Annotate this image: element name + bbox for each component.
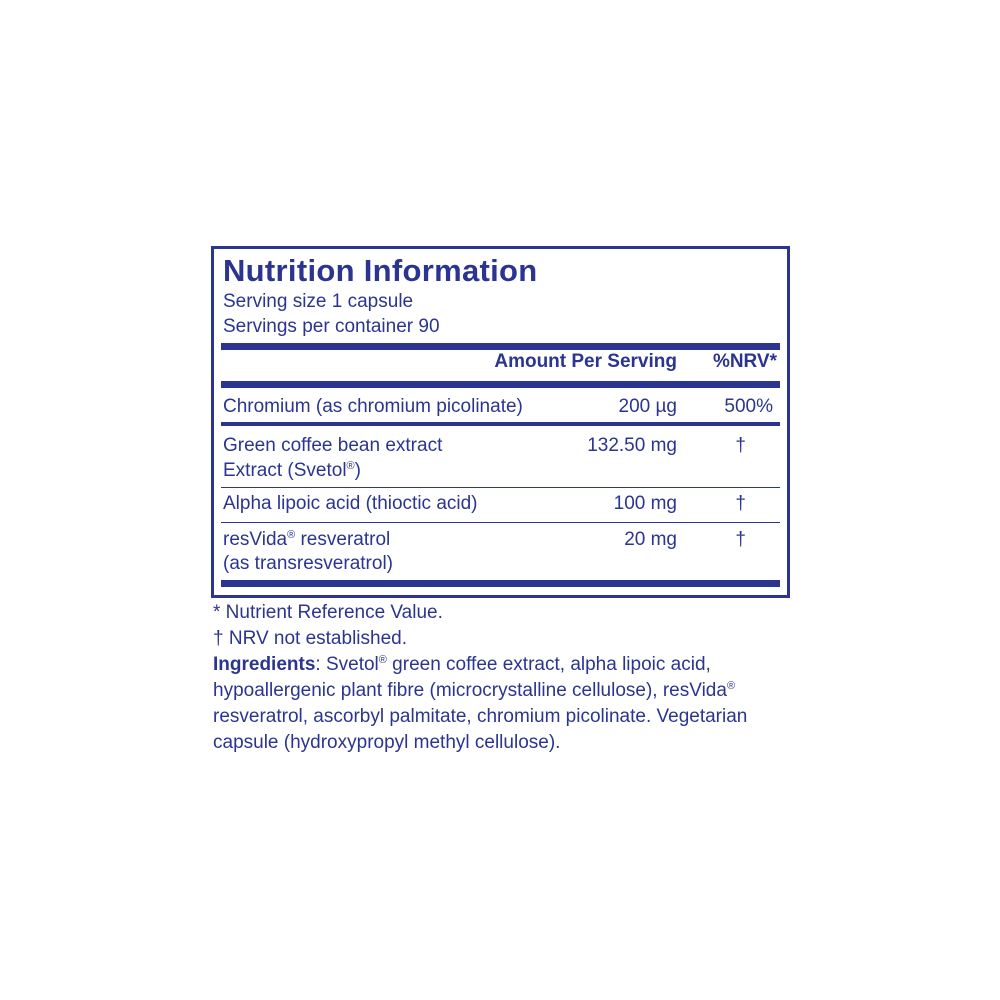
row-name: resVida® resveratrol [223, 529, 391, 550]
header-bottom-bar [221, 381, 780, 388]
header-nrv: %NRV* [712, 351, 777, 372]
row-amount: 20 mg [624, 529, 677, 550]
row-name: Green coffee bean extract [223, 435, 443, 456]
footnotes [213, 600, 793, 756]
dagger-footnote: † NRV not established. [213, 628, 407, 649]
row-amount: 100 mg [613, 493, 677, 514]
nrv-footnote: * Nutrient Reference Value. [213, 602, 443, 623]
row-name-line2: (as transresveratrol) [223, 553, 393, 574]
row-amount: 132.50 mg [587, 435, 677, 456]
ingredients-line: capsule (hydroxypropyl methyl cellulose). [213, 732, 561, 753]
header-amount: Amount Per Serving [494, 351, 677, 372]
ingredients-line: Ingredients: Svetol® green coffee extract, alpha lipoic acid, [213, 654, 711, 675]
row-divider [221, 487, 780, 488]
ingredients-line: resveratrol, ascorbyl palmitate, chromium picolinate. Vegetarian [213, 706, 748, 727]
servings-per-container: Servings per container 90 [223, 316, 440, 337]
row-name: Chromium (as chromium picolinate) [223, 396, 523, 417]
row-name-line2: Extract (Svetol®) [223, 460, 361, 481]
row-name: Alpha lipoic acid (thioctic acid) [223, 493, 478, 514]
row-nrv: † [735, 435, 746, 456]
ingredients-label: Ingredients [213, 654, 316, 675]
table-bottom-bar [221, 580, 780, 587]
header-top-bar [221, 343, 780, 350]
row-nrv: † [735, 493, 746, 514]
row-divider-thick [221, 422, 780, 426]
row-divider [221, 522, 780, 523]
row-nrv: † [735, 529, 746, 550]
serving-size: Serving size 1 capsule [223, 291, 414, 312]
ingredients-line: hypoallergenic plant fibre (microcrystalline cellulose), resVida® [213, 680, 736, 701]
panel-title: Nutrition Information [223, 253, 538, 288]
row-amount: 200 µg [618, 396, 677, 417]
row-nrv: 500% [724, 396, 773, 417]
nutrition-panel [211, 246, 790, 598]
